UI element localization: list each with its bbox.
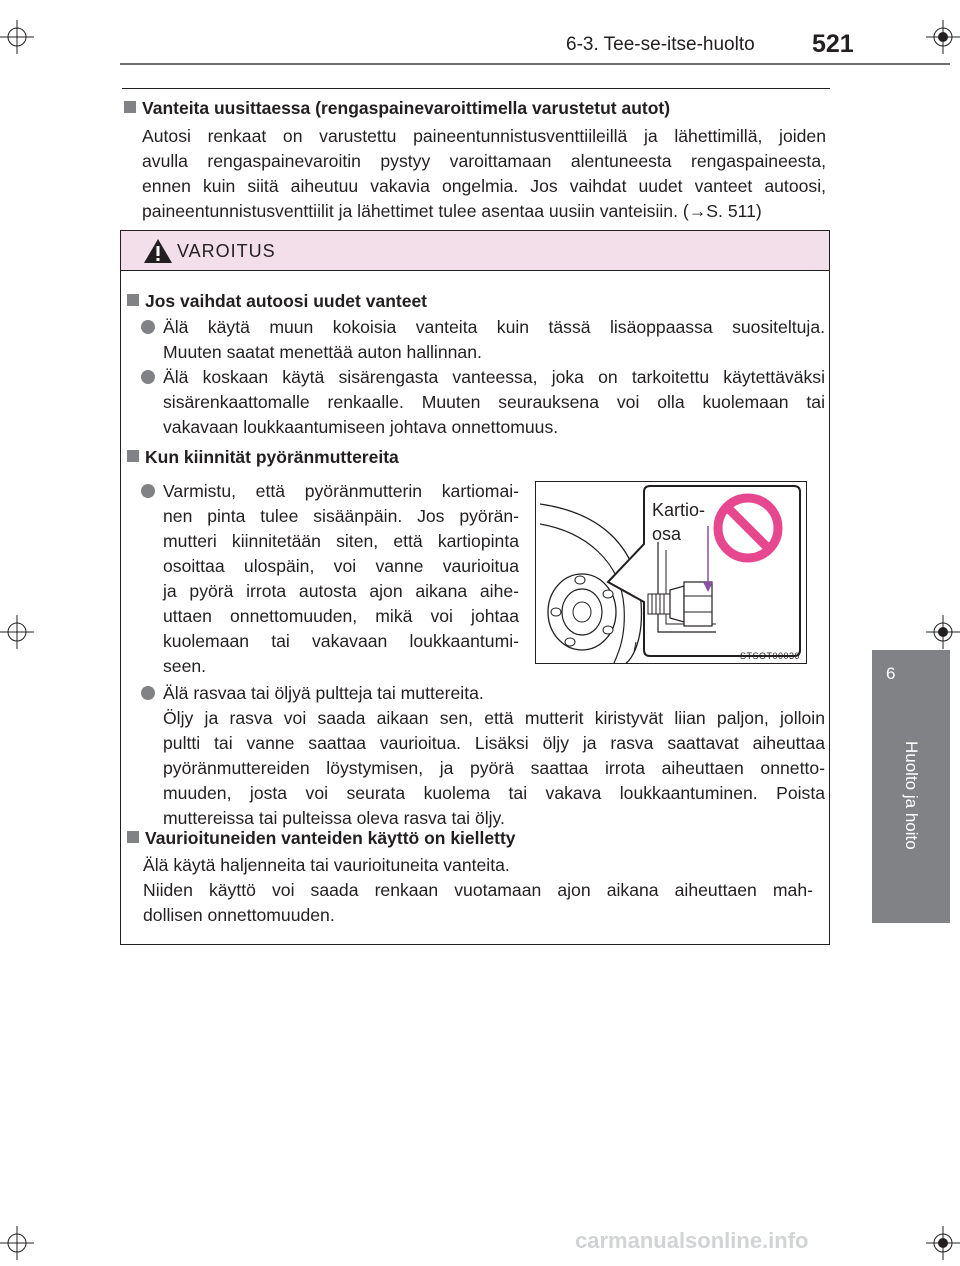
- warning-bullet: Älä koskaan käytä sisärengasta vanteessa, joka on tarkoitettu käytettäväksi sisärenkaattomalle renkaalle. Muuten seurauksena voi olla kuolemaan tai vakavaan loukkaantumiseen johtava onnettomuus.: [141, 365, 825, 440]
- warning-section-heading: Vaurioituneiden vanteiden käyttö on kielletty: [127, 828, 516, 849]
- intro-line: paineentunnistusventtiilit ja lähettimet tulee asentaa uusiin vanteisiin. (→S. 511): [142, 201, 762, 221]
- intro-line: ennen kuin siitä aiheutuu vakavia ongelmia. Jos vaihdat uudet vanteet autoosi,: [142, 176, 826, 196]
- warning-header: [121, 231, 829, 271]
- square-bullet-icon: [127, 831, 139, 843]
- crop-mark-top-left: [0, 20, 34, 54]
- intro-paragraph: [142, 124, 826, 224]
- figure-code: STSOT00030: [739, 651, 800, 661]
- chapter-label: Huolto ja hoito: [902, 741, 921, 850]
- intro-heading: Vanteita uusittaessa (rengaspainevaroittimella varustetut autot): [124, 98, 670, 119]
- warning-title: VAROITUS: [177, 241, 276, 261]
- chapter-number: 6: [886, 664, 896, 683]
- header-rule: [120, 63, 950, 65]
- page-number: 521: [812, 30, 854, 58]
- warning-bullet: Älä rasvaa tai öljyä pultteja tai muttereita. Öljy ja rasva voi saada aikaan sen, että mutterit kiristyvät liian paljon, jolloin pultti tai vanne saattaa vaurioitua. Lisäksi öljy ja rasva saattavat aiheuttaa pyöränmuttereiden löystymisen, ja pyörä saattaa irrota aiheuttaen onnetto- muuden, josta voi seurata kuolema tai vakava loukkaantuminen. Poista muttereissa tai pulteissa oleva rasva tai öljy.: [141, 681, 825, 831]
- crop-mark-bottom-left: [0, 1226, 34, 1260]
- intro-line: Autosi renkaat on varustettu paineentunnistusventtiileillä ja lähettimillä, joiden: [142, 126, 826, 146]
- square-bullet-icon: [124, 101, 136, 113]
- chapter-tab-number: [872, 650, 950, 727]
- crop-mark-bottom-right: [926, 1226, 960, 1260]
- warning-triangle-icon: [143, 238, 173, 264]
- warning-paragraph: Älä käytä haljenneita tai vaurioituneita vanteita. Niiden käyttö voi saada renkaan vuotamaan ajon aikana aiheuttaen mah- dollisen onnettomuuden.: [143, 855, 813, 925]
- round-bullet-icon: [141, 686, 155, 700]
- wheel-nut-illustration: [535, 481, 807, 664]
- warning-section-heading: Kun kiinnität pyöränmuttereita: [127, 447, 399, 468]
- intro-line: avulla rengaspainevaroitin pystyy varoittamaan alentuneesta rengaspaineesta,: [142, 151, 826, 171]
- warning-bullet: Älä käytä muun kokoisia vanteita kuin tässä lisäoppaassa suositeltuja. Muuten saatat menettää auton hallinnan.: [141, 315, 825, 365]
- chapter-tab-label: [872, 727, 950, 923]
- crop-mark-mid-left: [0, 615, 34, 649]
- square-bullet-icon: [127, 294, 139, 306]
- round-bullet-icon: [141, 370, 155, 384]
- content-top-rule: [122, 88, 830, 89]
- crop-mark-mid-right: [926, 615, 960, 649]
- crop-mark-top-right: [926, 20, 960, 54]
- warning-bullet: Varmistu, että pyöränmutterin kartiomai- nen pinta tulee sisäänpäin. Jos pyörän- mutteri kiinnitetään siten, että kartiopinta osoittaa ulospäin, voi vanne vaurioitua ja pyörä irrota autosta ajon aikana aihe- uttaen onnettomuuden, mikä voi johtaa kuolemaan tai vakavaan loukkaantumi- seen.: [141, 479, 519, 679]
- round-bullet-icon: [141, 320, 155, 334]
- warning-section-heading: Jos vaihdat autoosi uudet vanteet: [127, 291, 427, 312]
- section-title: 6-3. Tee-se-itse-huolto: [566, 34, 755, 55]
- figure-label-kartio-osa: Kartio- osa: [652, 500, 706, 544]
- watermark: carmanualsonline.info: [575, 1228, 809, 1253]
- square-bullet-icon: [127, 450, 139, 462]
- round-bullet-icon: [141, 484, 155, 498]
